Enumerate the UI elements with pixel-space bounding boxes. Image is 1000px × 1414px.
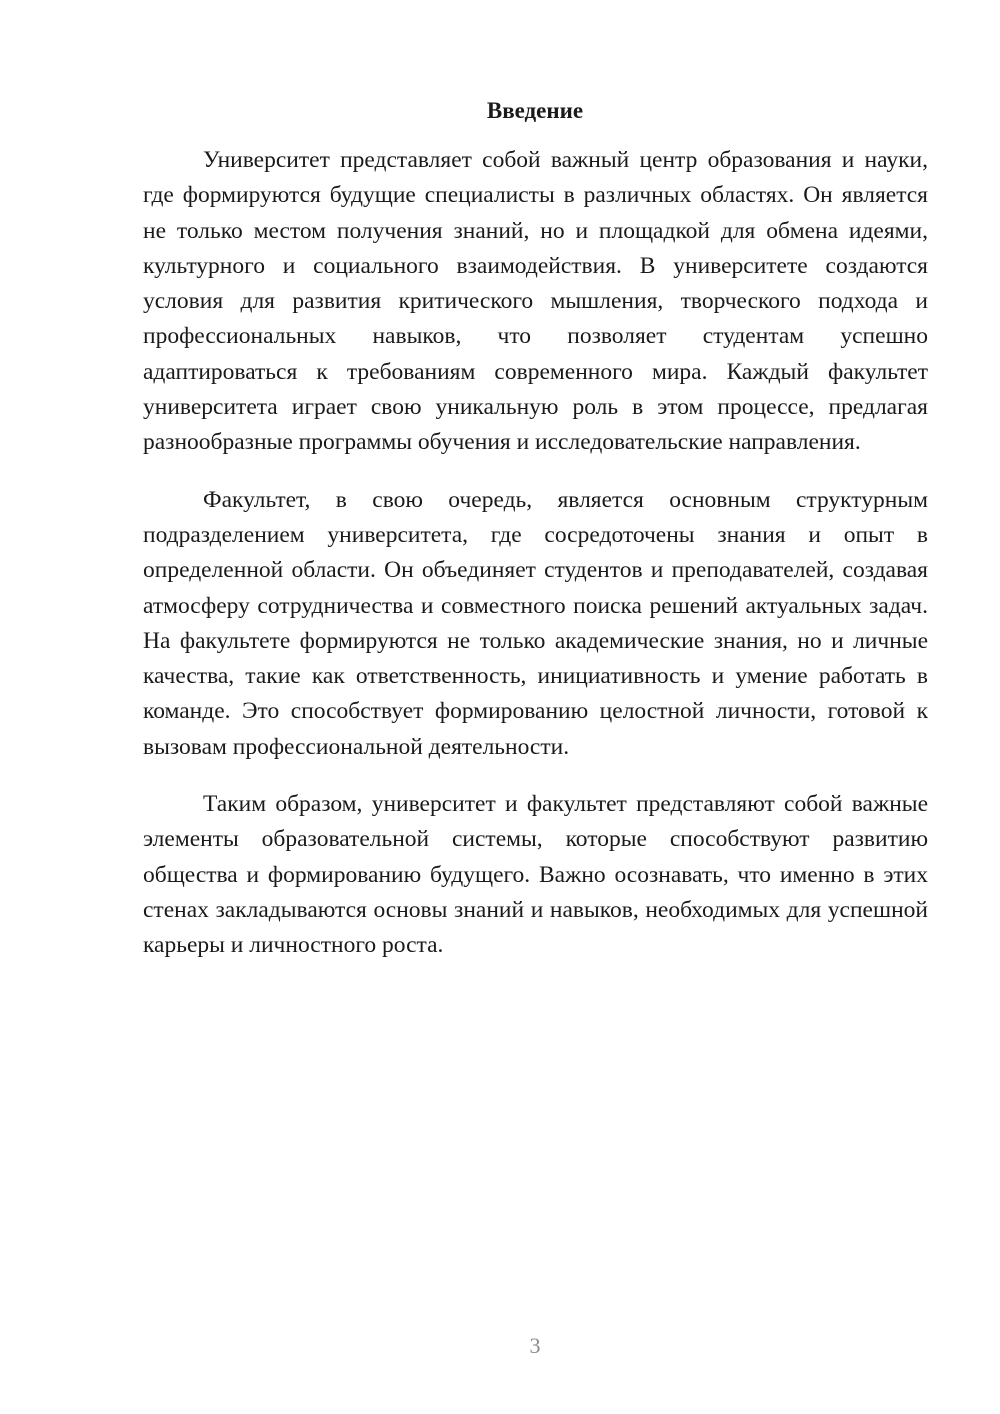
paragraph-1: Университет представляет собой важный центр образования и науки, где формируются будущие специалисты в различных областях. Он является не только местом получения знаний, но и площадкой для обмена идеями, культурного и социального взаимодействия. В университете создаются условия для развития критического мышления, творческого подхода и профессиональных навыков, что позволяет студентам успешно адаптироваться к требованиям современного мира. Каждый факультет университета играет свою уникальную роль в этом процессе, предлагая разнообразные программы обучения и исследовательские направления. [143,147,928,456]
paragraph-3: Таким образом, университет и факультет представляют собой важные элементы образовательной системы, которые способствуют развитию общества и формированию будущего. Важно осознавать, что именно в этих стенах закладываются основы знаний и навыков, необходимых для успешной карьеры и личностного роста. [143,791,928,959]
page-number: 3 [529,1333,541,1358]
body-text [143,143,928,986]
paragraph-2: Факультет, в свою очередь, является основным структурным подразделением университета, где сосредоточены знания и опыт в определенной области. Он объединяет студентов и преподавателей, создавая атмосферу сотрудничества и совместного поиска решений актуальных задач. На факультете формируются не только академические знания, но и личные качества, такие как ответственность, инициативность и умение работать в команде. Это способствует формированию целостной личности, готовой к вызовам профессиональной деятельности. [143,486,928,760]
section-title: Введение [486,98,584,123]
